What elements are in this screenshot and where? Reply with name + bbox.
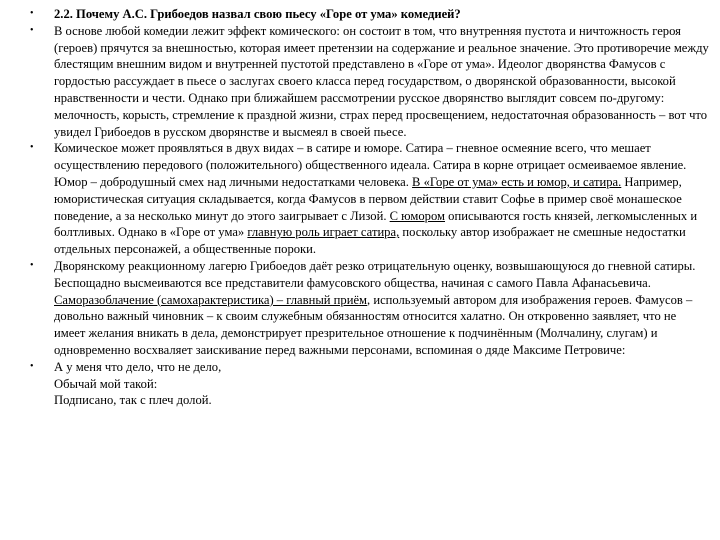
paragraph-2-text: Комическое может проявляться в двух видах – в сатире и юморе. Сатира – гневное осмеяние всего, что мешает осуществлению передового (положительного) общественного идеала. Сатира в корне отрицает осмеиваемое явление. Юмор – добродушный смех над личными недостатками человека. bbox=[54, 141, 687, 189]
question-title: 2.2. Почему А.С. Грибоедов назвал свою пьесу «Горе от ума» комедией? bbox=[54, 7, 461, 21]
bullet-marker: • bbox=[30, 24, 34, 36]
paragraph-2-text: описываются гость князей, легкомысленных и болтливых. Однако в «Горе от ума» bbox=[54, 208, 698, 240]
bullet-title bbox=[30, 6, 710, 23]
bullet-marker: • bbox=[30, 8, 34, 19]
underlined-phrase: С юмором bbox=[389, 208, 446, 223]
underlined-phrase: Саморазоблачение (самохарактеристика) – главный приём bbox=[54, 292, 368, 307]
bullet-paragraph-2 bbox=[30, 140, 710, 258]
poem-line: А у меня что дело, что не дело, bbox=[54, 359, 222, 374]
paragraph-3-text: Дворянскому реакционному лагерю Грибоедов даёт резко отрицательную оценку, возвышающуюся до гневной сатиры. Беспощадно высмеиваются все представители фамусовского общества, начиная с самого Павла Афанасьевича. bbox=[54, 258, 696, 290]
bullet-paragraph-3 bbox=[30, 258, 710, 359]
bullet-paragraph-1 bbox=[30, 23, 710, 141]
poem-line: Обычай мой такой: bbox=[54, 376, 158, 391]
bullet-list bbox=[30, 6, 710, 409]
paragraph-2-text: Например, юмористическая ситуация складывается, когда Фамусов в первом действии ставит Софье в пример своё монашеское поведение, а за несколько минут до этого заигрывает с Лизой. bbox=[54, 174, 682, 223]
bullet-poem bbox=[30, 359, 710, 409]
underlined-phrase: В «Горе от ума» есть и юмор, и сатира. bbox=[412, 174, 622, 189]
bullet-marker: • bbox=[30, 142, 34, 154]
underlined-phrase: главную роль играет сатира, bbox=[247, 225, 400, 240]
paragraph-1-text: В основе любой комедии лежит эффект комического: он состоит в том, что внутренняя пустота и ничтожность героя (героев) прячутся за внешностью, которая имеет претензии на содержание и реальное значение. Это противоречие между блестящим внешним видом и внутренней пустотой представлено в «Горе от ума». Идеолог дворянства Фамусов с гордостью рассуждает в пьесе о заслугах своего класса перед государством, о дворянской образованности, высокой нравственности и чести. Однако при ближайшем рассмотрении русское дворянство выглядит совсем по-другому: мелочность, корысть, стремление к праздной жизни, страх перед просвещением, недостаточная образованность – вот что увидел Грибоедов в русском дворянстве и высмеял в своей пьесе. bbox=[54, 23, 709, 139]
bullet-marker: • bbox=[30, 259, 34, 271]
poem-line: Подписано, так с плеч долой. bbox=[54, 393, 212, 408]
paragraph-2-text: поскольку автор изображает не смешные недостатки отдельных персонажей, а общественные пороки. bbox=[54, 225, 686, 257]
bullet-marker: • bbox=[30, 360, 34, 372]
paragraph-3-text: , используемый автором для изображения героев. Фамусов – довольно важный чиновник – к своим служебным обязанностям относится халатно. Он откровенно заявляет, что не имеет желания вникать в дела, демонстрирует презрительное отношение к подчинённым (Молчалину, слугам) и одновременно восхваляет заискивание перед важными персонами, вспоминая о дяде Максиме Петровиче: bbox=[54, 292, 693, 357]
